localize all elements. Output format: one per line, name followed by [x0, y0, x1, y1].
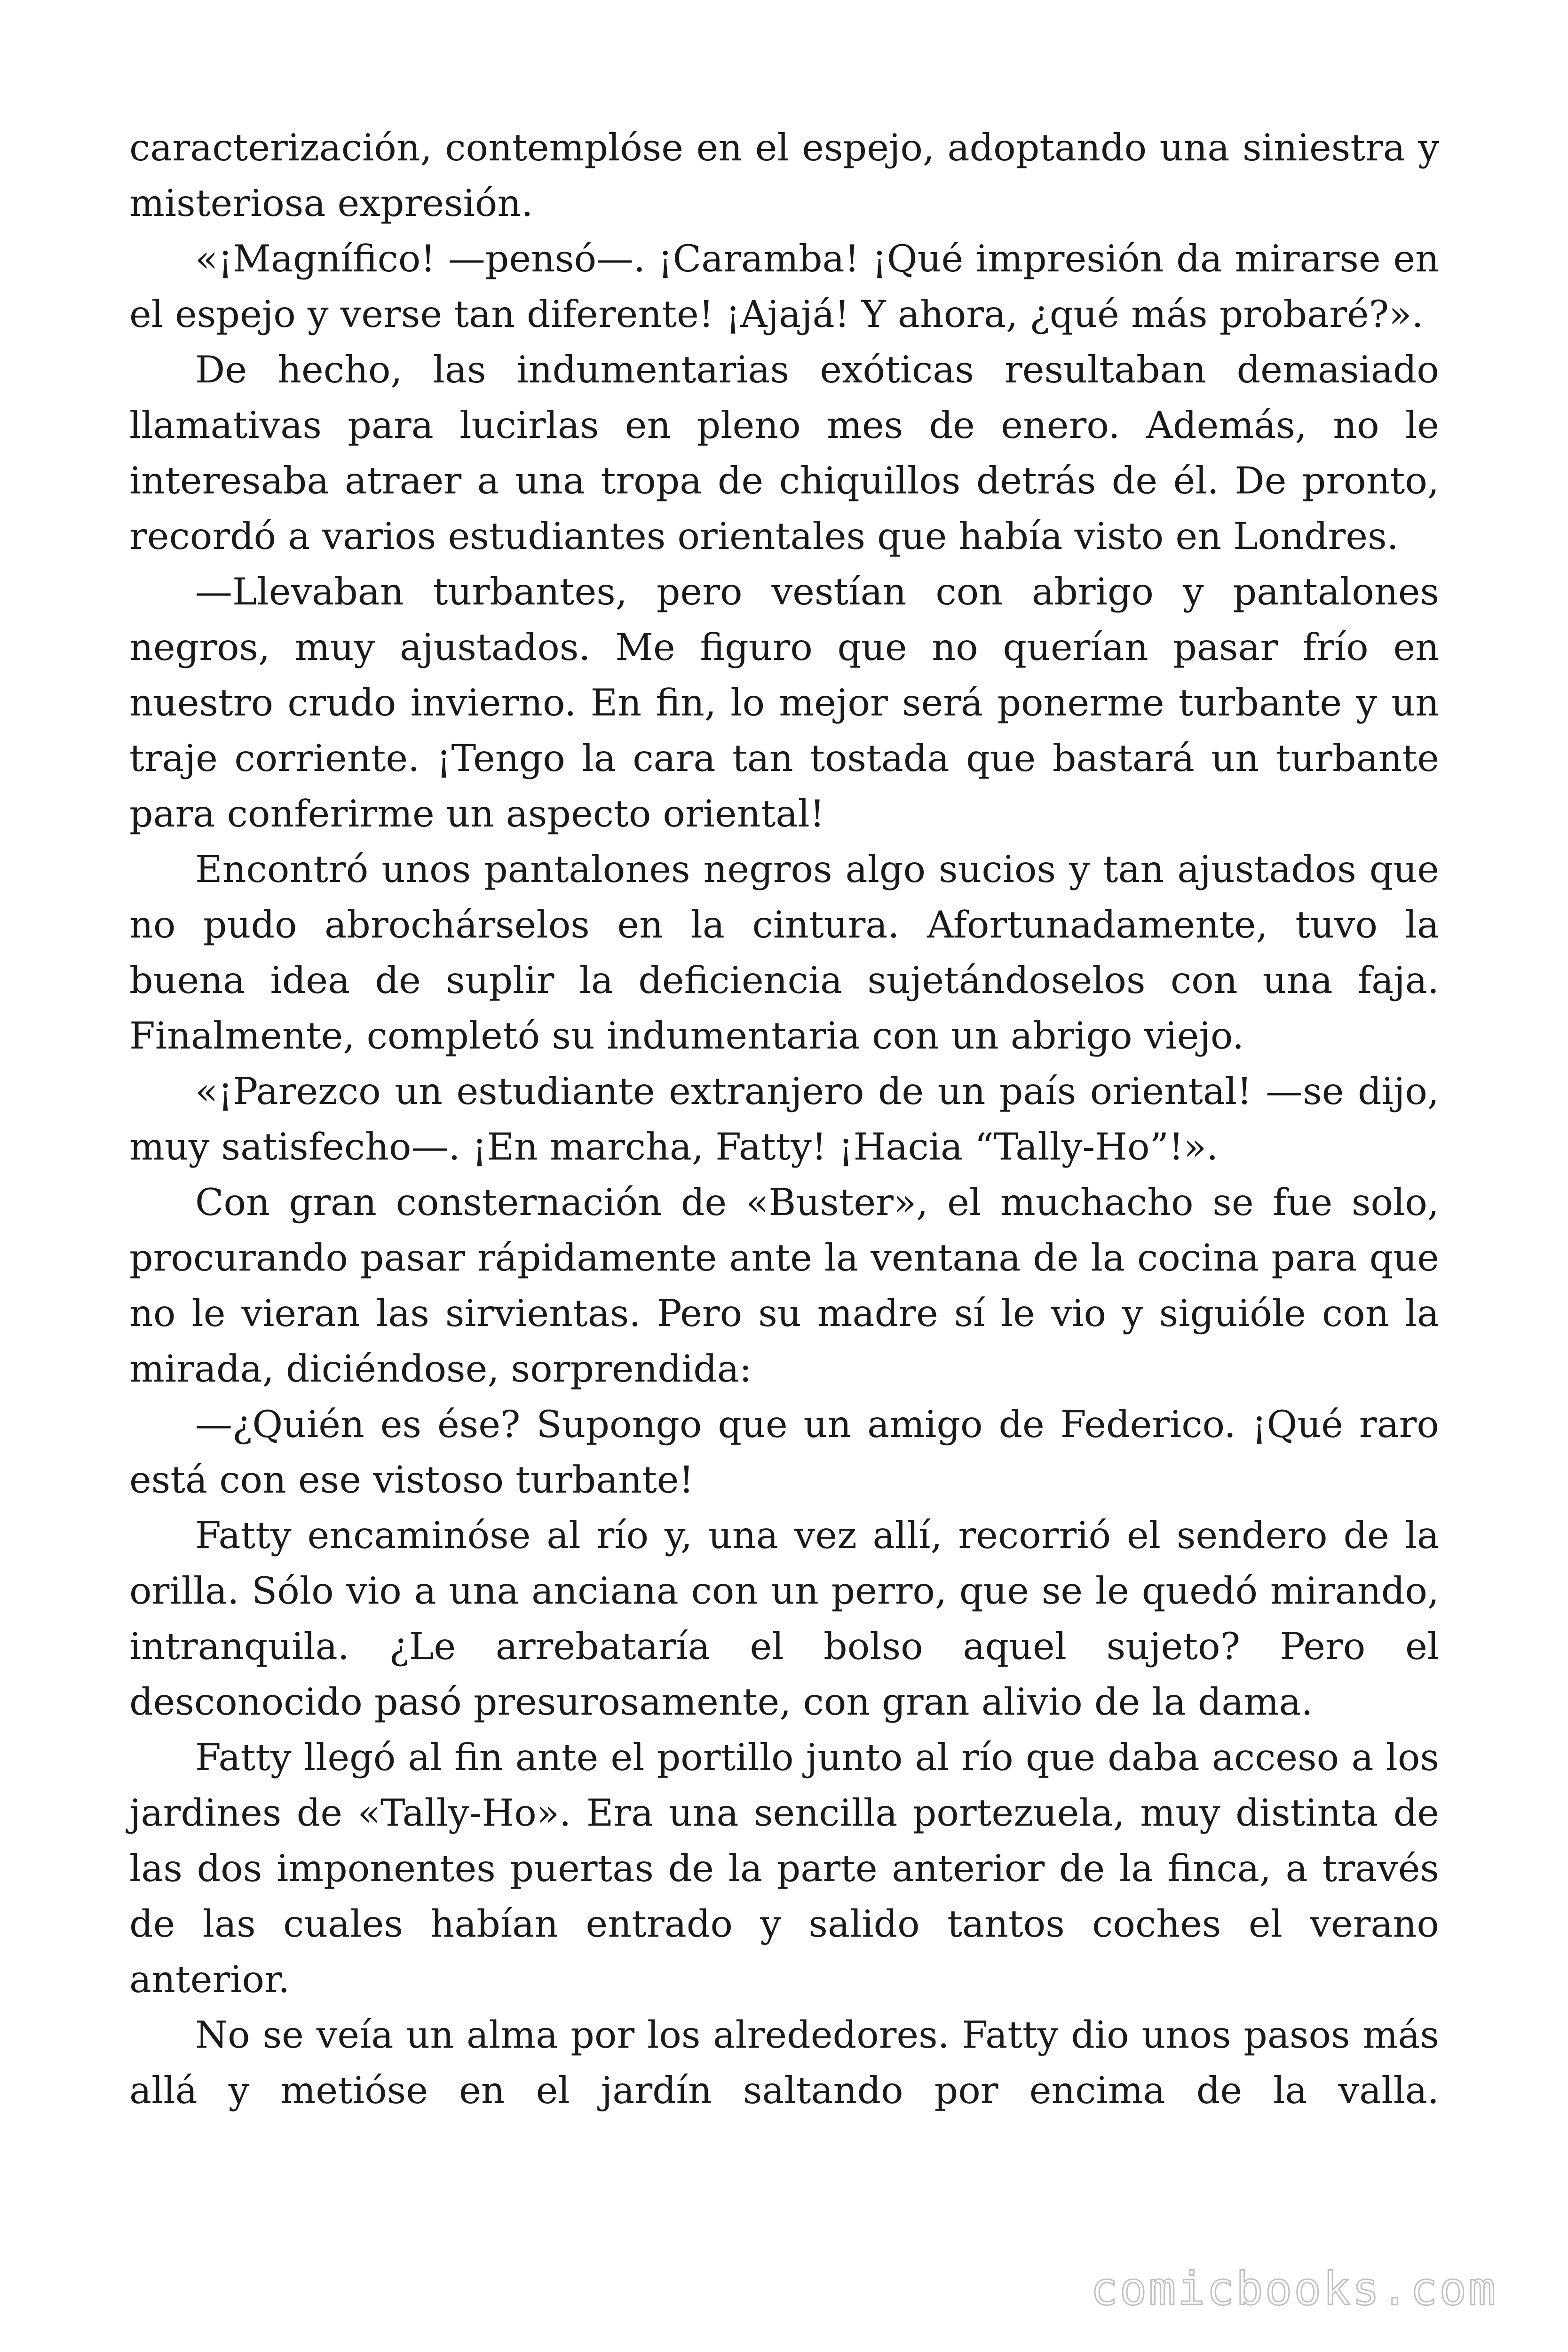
paragraph-1: caracterización, contemplóse en el espejo, adoptando una siniestra y misteriosa expresión.: [129, 126, 1439, 225]
paragraph-2: «¡Magnífico! —pensó—. ¡Caramba! ¡Qué impresión da mirarse en el espejo y verse tan diferente! ¡Ajajá! Y ahora, ¿qué más probaré?».: [129, 237, 1439, 336]
paragraph-10: Fatty llegó al fin ante el portillo junto al río que daba acceso a los jardines de «Tally-Ho». Era una sencilla portezuela, muy distinta de las dos imponentes puertas de la parte anterior de la finca, a través de las cuales habían entrado y salido tantos coches el verano anterior.: [129, 1736, 1439, 2001]
paragraph-3: De hecho, las indumentarias exóticas resultaban demasiado llamativas para lucirlas en pleno mes de enero. Además, no le interesaba atraer a una tropa de chiquillos detrás de él. De pronto, recordó a varios estudiantes orientales que había visto en Londres.: [129, 348, 1439, 558]
paragraph-9: Fatty encaminóse al río y, una vez allí, recorrió el sendero de la orilla. Sólo vio a una anciana con un perro, que se le quedó mirando, intranquila. ¿Le arrebataría el bolso aquel sujeto? Pero el desconocido pasó presurosamente, con gran alivio de la dama.: [129, 1514, 1439, 1724]
watermark: comicbooks.com: [1090, 2263, 1497, 2315]
paragraph-5: Encontró unos pantalones negros algo sucios y tan ajustados que no pudo abrochárselos en la cintura. Afortunadamente, tuvo la buena idea de suplir la deficiencia sujetándoselos con una faja. Finalmente, completó su indumentaria con un abrigo viejo.: [129, 848, 1439, 1057]
paragraph-7: Con gran consternación de «Buster», el muchacho se fue solo, procurando pasar rápidamente ante la ventana de la cocina para que no le vieran las sirvientas. Pero su madre sí le vio y siguióle con la mirada, diciéndose, sorprendida:: [129, 1181, 1439, 1391]
page-body: [129, 120, 1439, 2118]
paragraph-8: —¿Quién es ése? Supongo que un amigo de Federico. ¡Qué raro está con ese vistoso turbante!: [129, 1403, 1439, 1502]
paragraph-4: —Llevaban turbantes, pero vestían con abrigo y pantalones negros, muy ajustados. Me figuro que no querían pasar frío en nuestro crudo invierno. En fin, lo mejor será ponerme turbante y un traje corriente. ¡Tengo la cara tan tostada que bastará un turbante para conferirme un aspecto oriental!: [129, 570, 1439, 835]
paragraph-11: No se veía un alma por los alrededores. Fatty dio unos pasos más allá y metióse en el jardín saltando por encima de la valla.: [129, 2013, 1439, 2112]
paragraph-6: «¡Parezco un estudiante extranjero de un país oriental! —se dijo, muy satisfecho—. ¡En marcha, Fatty! ¡Hacia “Tally-Ho”!».: [129, 1070, 1439, 1168]
